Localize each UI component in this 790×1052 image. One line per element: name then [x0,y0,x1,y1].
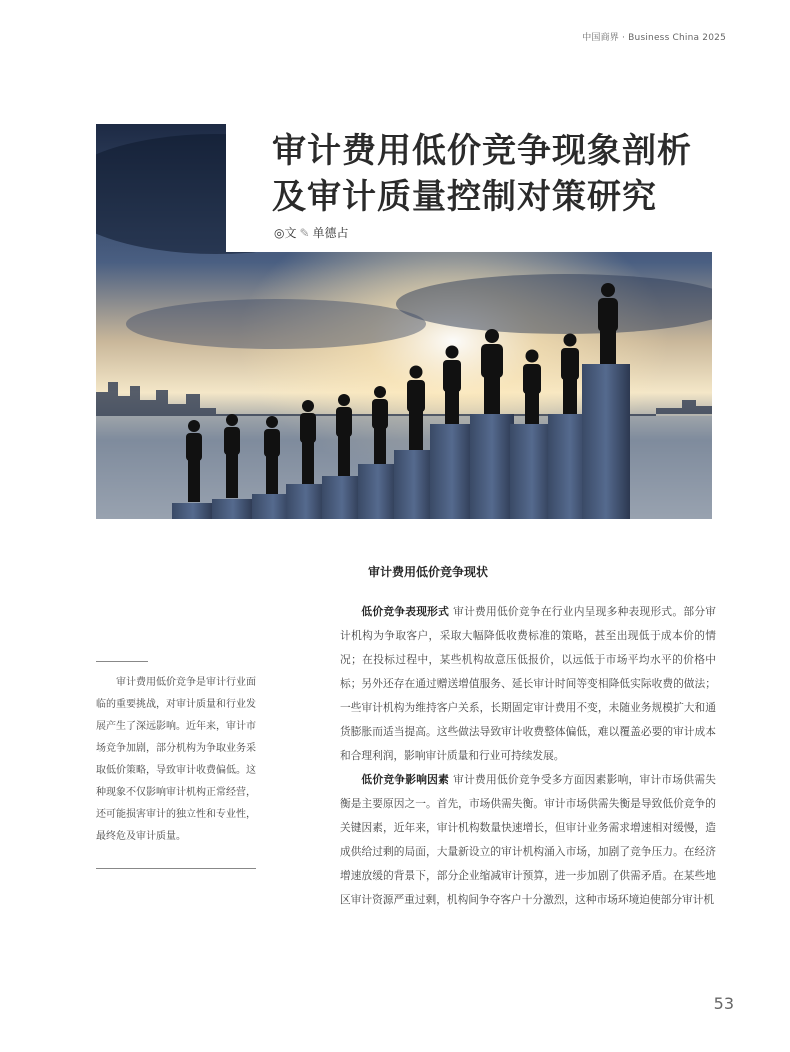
byline-prefix: ◎文 [274,226,297,240]
running-head: 中国商界 · Business China 2025 [582,33,726,43]
paragraph [340,600,716,768]
sidebar-divider-bottom [96,868,256,869]
page-number: 53 [713,994,734,1013]
article-body [340,600,716,912]
article-title: 审计费用低价竞争现象剖析及审计质量控制对策研究 [272,131,692,217]
sidebar-summary: 审计费用低价竞争是审计行业面临的重要挑战，对审计质量和行业发展产生了深远影响。近年来，审计市场竞争加剧，部分机构为争取业务采取低价策略，导致审计收费偏低。这种现象不仅影响审计机构正常经营，还可能损害审计的独立性和专业性，最终危及审计质量。 [96,677,256,842]
pen-icon: ✎ [299,226,310,240]
paragraph [340,768,716,912]
paragraph-lead: 低价竞争影响因素 [361,773,450,786]
paragraph-lead: 低价竞争表现形式 [361,605,450,618]
paragraph-text: 审计费用低价竞争在行业内呈现多种表现形式。部分审计机构为争取客户，采取大幅降低收费标准的策略，甚至出现低于成本价的情况；在投标过程中，某些机构故意压低报价，以远低于市场平均水平的价格中标；另外还存在通过赠送增值服务、延长审计时间等变相降低实际收费的做法；一些审计机构为维持客户关系，长期固定审计费用不变，未随业务规模扩大和通货膨胀而适当提高。这些做法导致审计收费整体偏低，难以覆盖必要的审计成本和合理利润，影响审计质量和行业可持续发展。 [340,605,716,762]
sidebar-divider-top [96,661,148,662]
section-title: 审计费用低价竞争现状 [368,565,489,579]
byline [274,224,349,241]
paragraph-text: 审计费用低价竞争受多方面因素影响，审计市场供需失衡是主要原因之一。首先，市场供需失衡。审计市场供需失衡是导致低价竞争的关键因素，近年来，审计机构数量快速增长，但审计业务需求增速相对缓慢，造成供给过剩的局面，大量新设立的审计机构涌入市场，加剧了竞争压力。在经济增速放缓的背景下，部分企业缩减审计预算，进一步加剧了供需矛盾。在某些地区审计资源严重过剩，机构间争夺客户十分激烈，这种市场环境迫使部分审计机 [340,773,716,906]
author-name: 单德占 [312,226,349,240]
